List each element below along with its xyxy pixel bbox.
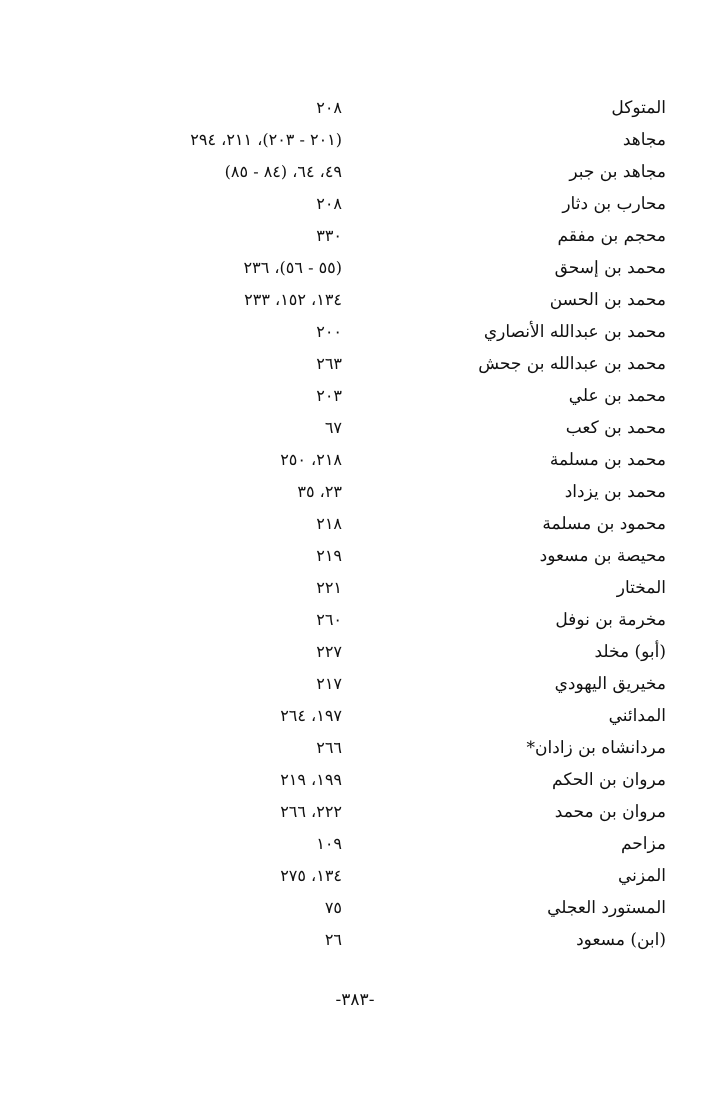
entry-name: مجاهد	[622, 130, 666, 150]
entry-pages: ٤٩، ٦٤، (٨٤ - ٨٥)	[224, 162, 342, 181]
entry-name: محجم بن مفقم	[557, 226, 666, 246]
index-entry	[0, 252, 710, 284]
index-entry	[0, 540, 710, 572]
entry-pages: (٢٠١ - ٢٠٣)، ٢١١، ٢٩٤	[190, 130, 342, 149]
entry-pages: ٢٢٢، ٢٦٦	[280, 802, 342, 821]
entry-name: محمد بن الحسن	[549, 290, 666, 310]
entry-pages: ٣٣٠	[316, 226, 342, 245]
entry-name: محيصة بن مسعود	[539, 546, 666, 566]
index-entry	[0, 380, 710, 412]
index-entry	[0, 316, 710, 348]
entry-name: مردانشاه بن زادان*	[526, 738, 666, 758]
index-entry	[0, 700, 710, 732]
index-entry	[0, 828, 710, 860]
entry-name: محمد بن إسحق	[554, 258, 666, 278]
entry-pages: ١٩٧، ٢٦٤	[280, 706, 342, 725]
entry-name: مجاهد بن جبر	[569, 162, 666, 182]
entry-pages: ١٣٤، ٢٧٥	[280, 866, 342, 885]
index-entry	[0, 92, 710, 124]
entry-name: محمد بن عبدالله بن جحش	[478, 354, 666, 374]
index-entry	[0, 668, 710, 700]
entry-pages: ١٩٩، ٢١٩	[280, 770, 342, 789]
entry-name: المختار	[616, 578, 666, 598]
index-entry	[0, 732, 710, 764]
index-entry	[0, 508, 710, 540]
entry-pages: ٢٦٦	[316, 738, 342, 757]
entry-pages: ٢٠٠	[316, 322, 342, 341]
page-number: -٣٨٣-	[335, 990, 375, 1010]
index-list	[0, 92, 710, 956]
entry-pages: ٢١٨	[316, 514, 342, 533]
entry-name: المتوكل	[611, 98, 666, 118]
entry-name: محمد بن كعب	[565, 418, 666, 438]
entry-pages: ٢٠٨	[316, 98, 342, 117]
index-entry	[0, 188, 710, 220]
entry-pages: ٢٦	[324, 930, 342, 949]
index-entry	[0, 476, 710, 508]
index-entry	[0, 636, 710, 668]
entry-name: مروان بن الحكم	[552, 770, 666, 790]
entry-name: المزني	[617, 866, 666, 886]
entry-pages: ٧٥	[324, 898, 342, 917]
entry-pages: (٥٥ - ٥٦)، ٢٣٦	[243, 258, 342, 277]
entry-name: المدائني	[608, 706, 666, 726]
entry-name: مخيريق اليهودي	[554, 674, 666, 694]
index-entry	[0, 604, 710, 636]
entry-name: محمود بن مسلمة	[542, 514, 666, 534]
entry-pages: ١٠٩	[316, 834, 342, 853]
entry-pages: ٢٠٨	[316, 194, 342, 213]
index-entry	[0, 348, 710, 380]
entry-pages: ٢٦٣	[316, 354, 342, 373]
entry-pages: ٢١٧	[316, 674, 342, 693]
entry-name: محمد بن مسلمة	[549, 450, 666, 470]
entry-pages: ١٣٤، ١٥٢، ٢٣٣	[244, 290, 342, 309]
entry-name: محمد بن عبدالله الأنصاري	[483, 322, 666, 342]
entry-pages: ٢١٩	[316, 546, 342, 565]
entry-name: محارب بن دثار	[562, 194, 666, 214]
index-entry	[0, 572, 710, 604]
entry-name: (ابن) مسعود	[576, 930, 666, 950]
entry-pages: ٢٠٣	[316, 386, 342, 405]
index-entry	[0, 444, 710, 476]
entry-name: محمد بن علي	[568, 386, 666, 406]
index-entry	[0, 796, 710, 828]
index-entry	[0, 220, 710, 252]
entry-pages: ٢٢٧	[316, 642, 342, 661]
entry-name: مخرمة بن نوفل	[555, 610, 666, 630]
index-entry	[0, 892, 710, 924]
entry-pages: ٢١٨، ٢٥٠	[280, 450, 342, 469]
entry-pages: ٢٢١	[316, 578, 342, 597]
index-entry	[0, 924, 710, 956]
index-entry	[0, 764, 710, 796]
entry-name: (أبو) مخلد	[594, 642, 666, 662]
entry-name: مروان بن محمد	[554, 802, 666, 822]
entry-name: محمد بن يزداد	[564, 482, 666, 502]
entry-pages: ٢٦٠	[316, 610, 342, 629]
entry-name: المستورد العجلي	[547, 898, 666, 918]
index-entry	[0, 412, 710, 444]
index-entry	[0, 156, 710, 188]
index-entry	[0, 284, 710, 316]
entry-pages: ٦٧	[324, 418, 342, 437]
entry-name: مزاحم	[620, 834, 666, 854]
index-entry	[0, 860, 710, 892]
entry-pages: ٢٣، ٣٥	[297, 482, 342, 501]
index-entry	[0, 124, 710, 156]
